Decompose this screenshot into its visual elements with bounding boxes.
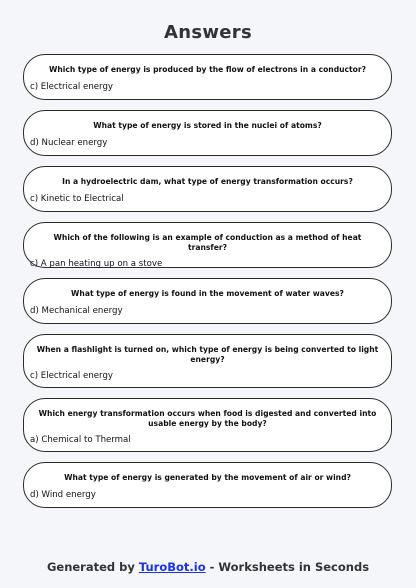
answer-card-6 (23, 334, 392, 388)
question-text: What type of energy is stored in the nuclei of atoms? (93, 121, 322, 130)
answer-text: c) Electrical energy (30, 81, 113, 92)
turobot-link[interactable]: TuroBot.io (138, 560, 206, 574)
answer-card-1 (23, 54, 392, 100)
question-text: What type of energy is generated by the movement of air or wind? (64, 473, 351, 482)
question-text: Which energy transformation occurs when food is digested and converted into usable energy by the body? (38, 409, 377, 428)
question-text: What type of energy is found in the movement of water waves? (71, 289, 344, 298)
question-text: When a flashlight is turned on, which type of energy is being converted to light energy? (36, 345, 379, 364)
question-text: In a hydroelectric dam, what type of energy transformation occurs? (62, 177, 353, 186)
question-text: Which of the following is an example of conduction as a method of heat transfer? (53, 233, 362, 252)
answer-text: c) Electrical energy (30, 371, 113, 381)
answer-card-4 (23, 222, 392, 268)
answer-list (23, 54, 392, 518)
answer-text: d) Mechanical energy (30, 305, 123, 316)
answer-card-3 (23, 166, 392, 212)
footer-suffix: - Worksheets in Seconds (205, 560, 370, 574)
question-text: Which type of energy is produced by the flow of electrons in a conductor? (48, 65, 367, 74)
page-title: Answers (164, 22, 252, 43)
answer-text: d) Nuclear energy (30, 137, 108, 148)
answer-card-8 (23, 462, 392, 508)
answer-card-5 (23, 278, 392, 324)
answer-card-7 (23, 398, 392, 452)
answer-text: a) Chemical to Thermal (30, 435, 131, 445)
footer-prefix: Generated by (46, 560, 139, 574)
answer-text: c) A pan heating up on a stove (30, 259, 163, 269)
answer-text: d) Wind energy (30, 489, 96, 500)
answer-text: c) Kinetic to Electrical (30, 193, 124, 204)
answer-card-2 (23, 110, 392, 156)
footer (0, 560, 416, 574)
